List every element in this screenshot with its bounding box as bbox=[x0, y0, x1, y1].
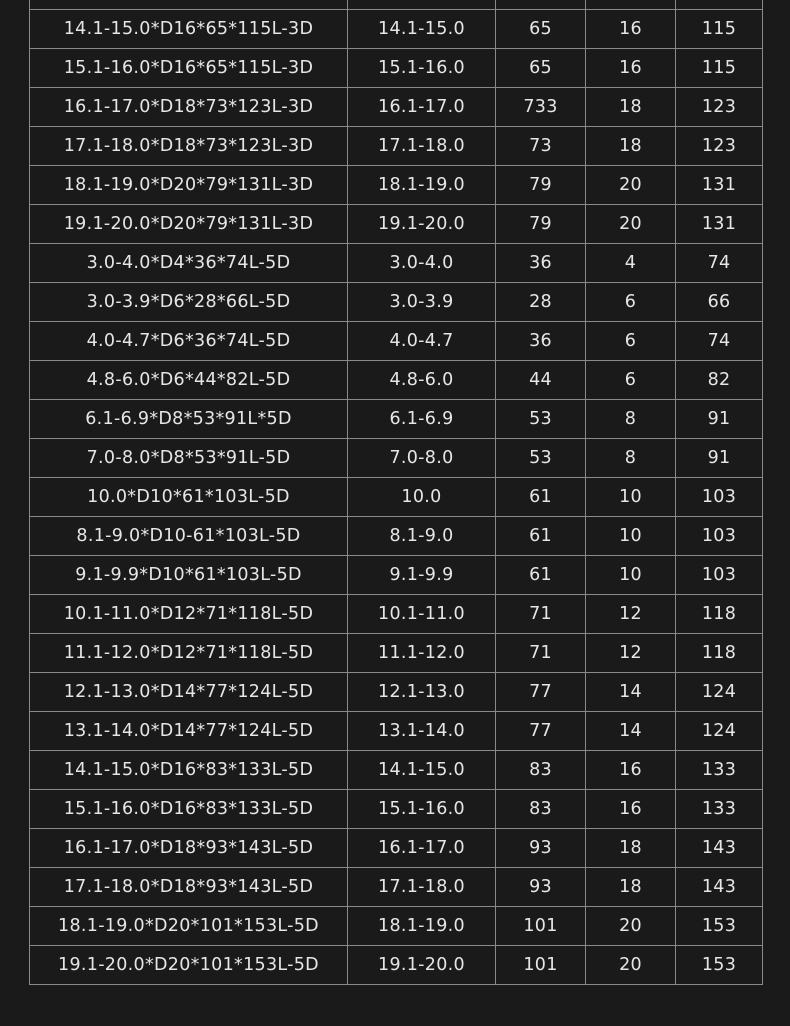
overall-length-cell: 133 bbox=[676, 790, 763, 829]
model-cell: 15.1-16.0*D16*83*133L-5D bbox=[30, 790, 348, 829]
shank-diameter-cell: 10 bbox=[586, 517, 676, 556]
diameter-range-cell: 17.1-18.0 bbox=[348, 127, 496, 166]
length-a-cell: 36 bbox=[496, 322, 586, 361]
overall-length-cell: 153 bbox=[676, 946, 763, 985]
shank-diameter-cell bbox=[586, 0, 676, 10]
length-a-cell: 65 bbox=[496, 10, 586, 49]
table-row bbox=[30, 322, 763, 361]
overall-length-cell: 74 bbox=[676, 322, 763, 361]
shank-diameter-cell: 16 bbox=[586, 790, 676, 829]
shank-diameter-cell: 20 bbox=[586, 166, 676, 205]
shank-diameter-cell: 12 bbox=[586, 595, 676, 634]
model-cell: 18.1-19.0*D20*79*131L-3D bbox=[30, 166, 348, 205]
length-a-cell bbox=[496, 0, 586, 10]
shank-diameter-cell: 20 bbox=[586, 907, 676, 946]
diameter-range-cell: 9.1-9.9 bbox=[348, 556, 496, 595]
shank-diameter-cell: 18 bbox=[586, 88, 676, 127]
model-cell: 8.1-9.0*D10-61*103L-5D bbox=[30, 517, 348, 556]
model-cell: 7.0-8.0*D8*53*91L-5D bbox=[30, 439, 348, 478]
shank-diameter-cell: 16 bbox=[586, 10, 676, 49]
diameter-range-cell: 15.1-16.0 bbox=[348, 49, 496, 88]
shank-diameter-cell: 18 bbox=[586, 829, 676, 868]
length-a-cell: 71 bbox=[496, 634, 586, 673]
overall-length-cell: 91 bbox=[676, 439, 763, 478]
overall-length-cell: 103 bbox=[676, 517, 763, 556]
length-a-cell: 77 bbox=[496, 673, 586, 712]
spec-table-body bbox=[30, 0, 763, 985]
overall-length-cell: 143 bbox=[676, 829, 763, 868]
model-cell: 3.0-3.9*D6*28*66L-5D bbox=[30, 283, 348, 322]
model-cell: 15.1-16.0*D16*65*115L-3D bbox=[30, 49, 348, 88]
overall-length-cell: 103 bbox=[676, 556, 763, 595]
overall-length-cell: 91 bbox=[676, 400, 763, 439]
model-cell: 3.0-4.0*D4*36*74L-5D bbox=[30, 244, 348, 283]
table-row bbox=[30, 868, 763, 907]
diameter-range-cell: 4.0-4.7 bbox=[348, 322, 496, 361]
overall-length-cell: 118 bbox=[676, 634, 763, 673]
overall-length-cell: 123 bbox=[676, 88, 763, 127]
table-row bbox=[30, 673, 763, 712]
table-row bbox=[30, 556, 763, 595]
diameter-range-cell: 7.0-8.0 bbox=[348, 439, 496, 478]
model-cell: 19.1-20.0*D20*101*153L-5D bbox=[30, 946, 348, 985]
diameter-range-cell: 6.1-6.9 bbox=[348, 400, 496, 439]
overall-length-cell: 74 bbox=[676, 244, 763, 283]
diameter-range-cell: 19.1-20.0 bbox=[348, 946, 496, 985]
overall-length-cell: 66 bbox=[676, 283, 763, 322]
shank-diameter-cell: 16 bbox=[586, 49, 676, 88]
diameter-range-cell: 18.1-19.0 bbox=[348, 166, 496, 205]
overall-length-cell: 143 bbox=[676, 868, 763, 907]
length-a-cell: 61 bbox=[496, 556, 586, 595]
overall-length-cell bbox=[676, 0, 763, 10]
length-a-cell: 93 bbox=[496, 868, 586, 907]
length-a-cell: 44 bbox=[496, 361, 586, 400]
diameter-range-cell: 18.1-19.0 bbox=[348, 907, 496, 946]
shank-diameter-cell: 18 bbox=[586, 127, 676, 166]
overall-length-cell: 118 bbox=[676, 595, 763, 634]
diameter-range-cell: 16.1-17.0 bbox=[348, 829, 496, 868]
length-a-cell: 53 bbox=[496, 439, 586, 478]
model-cell: 18.1-19.0*D20*101*153L-5D bbox=[30, 907, 348, 946]
diameter-range-cell: 12.1-13.0 bbox=[348, 673, 496, 712]
model-cell: 9.1-9.9*D10*61*103L-5D bbox=[30, 556, 348, 595]
model-cell: 17.1-18.0*D18*73*123L-3D bbox=[30, 127, 348, 166]
model-cell: 4.8-6.0*D6*44*82L-5D bbox=[30, 361, 348, 400]
page-bottom-margin bbox=[0, 994, 790, 1026]
diameter-range-cell: 10.0 bbox=[348, 478, 496, 517]
length-a-cell: 83 bbox=[496, 790, 586, 829]
length-a-cell: 79 bbox=[496, 205, 586, 244]
length-a-cell: 65 bbox=[496, 49, 586, 88]
shank-diameter-cell: 20 bbox=[586, 205, 676, 244]
table-row bbox=[30, 790, 763, 829]
shank-diameter-cell: 6 bbox=[586, 283, 676, 322]
table-row bbox=[30, 946, 763, 985]
table-row bbox=[30, 361, 763, 400]
table-row bbox=[30, 49, 763, 88]
length-a-cell: 733 bbox=[496, 88, 586, 127]
model-cell: 11.1-12.0*D12*71*118L-5D bbox=[30, 634, 348, 673]
diameter-range-cell: 3.0-3.9 bbox=[348, 283, 496, 322]
diameter-range-cell: 14.1-15.0 bbox=[348, 751, 496, 790]
overall-length-cell: 124 bbox=[676, 673, 763, 712]
diameter-range-cell: 3.0-4.0 bbox=[348, 244, 496, 283]
table-row bbox=[30, 829, 763, 868]
table-row bbox=[30, 439, 763, 478]
shank-diameter-cell: 14 bbox=[586, 712, 676, 751]
shank-diameter-cell: 6 bbox=[586, 361, 676, 400]
diameter-range-cell: 10.1-11.0 bbox=[348, 595, 496, 634]
diameter-range-cell: 19.1-20.0 bbox=[348, 205, 496, 244]
diameter-range-cell: 8.1-9.0 bbox=[348, 517, 496, 556]
table-row bbox=[30, 907, 763, 946]
length-a-cell: 79 bbox=[496, 166, 586, 205]
length-a-cell: 61 bbox=[496, 478, 586, 517]
overall-length-cell: 131 bbox=[676, 166, 763, 205]
overall-length-cell: 82 bbox=[676, 361, 763, 400]
shank-diameter-cell: 8 bbox=[586, 439, 676, 478]
table-row bbox=[30, 478, 763, 517]
shank-diameter-cell: 12 bbox=[586, 634, 676, 673]
model-cell bbox=[30, 0, 348, 10]
length-a-cell: 61 bbox=[496, 517, 586, 556]
diameter-range-cell: 11.1-12.0 bbox=[348, 634, 496, 673]
table-row bbox=[30, 634, 763, 673]
length-a-cell: 73 bbox=[496, 127, 586, 166]
overall-length-cell: 123 bbox=[676, 127, 763, 166]
length-a-cell: 101 bbox=[496, 907, 586, 946]
table-row bbox=[30, 166, 763, 205]
shank-diameter-cell: 18 bbox=[586, 868, 676, 907]
table-row bbox=[30, 88, 763, 127]
shank-diameter-cell: 10 bbox=[586, 556, 676, 595]
table-row bbox=[30, 400, 763, 439]
diameter-range-cell: 15.1-16.0 bbox=[348, 790, 496, 829]
model-cell: 12.1-13.0*D14*77*124L-5D bbox=[30, 673, 348, 712]
table-row bbox=[30, 205, 763, 244]
table-row bbox=[30, 751, 763, 790]
table-row bbox=[30, 517, 763, 556]
overall-length-cell: 115 bbox=[676, 49, 763, 88]
model-cell: 13.1-14.0*D14*77*124L-5D bbox=[30, 712, 348, 751]
table-row bbox=[30, 0, 763, 10]
diameter-range-cell bbox=[348, 0, 496, 10]
table-row bbox=[30, 283, 763, 322]
model-cell: 19.1-20.0*D20*79*131L-3D bbox=[30, 205, 348, 244]
model-cell: 14.1-15.0*D16*83*133L-5D bbox=[30, 751, 348, 790]
shank-diameter-cell: 14 bbox=[586, 673, 676, 712]
spec-table bbox=[29, 0, 763, 985]
length-a-cell: 93 bbox=[496, 829, 586, 868]
model-cell: 4.0-4.7*D6*36*74L-5D bbox=[30, 322, 348, 361]
overall-length-cell: 133 bbox=[676, 751, 763, 790]
length-a-cell: 36 bbox=[496, 244, 586, 283]
length-a-cell: 71 bbox=[496, 595, 586, 634]
table-row bbox=[30, 244, 763, 283]
table-row bbox=[30, 595, 763, 634]
length-a-cell: 77 bbox=[496, 712, 586, 751]
spec-table-container bbox=[29, 0, 762, 985]
shank-diameter-cell: 10 bbox=[586, 478, 676, 517]
length-a-cell: 28 bbox=[496, 283, 586, 322]
diameter-range-cell: 4.8-6.0 bbox=[348, 361, 496, 400]
overall-length-cell: 153 bbox=[676, 907, 763, 946]
diameter-range-cell: 14.1-15.0 bbox=[348, 10, 496, 49]
model-cell: 14.1-15.0*D16*65*115L-3D bbox=[30, 10, 348, 49]
shank-diameter-cell: 20 bbox=[586, 946, 676, 985]
model-cell: 10.0*D10*61*103L-5D bbox=[30, 478, 348, 517]
shank-diameter-cell: 4 bbox=[586, 244, 676, 283]
length-a-cell: 53 bbox=[496, 400, 586, 439]
model-cell: 16.1-17.0*D18*73*123L-3D bbox=[30, 88, 348, 127]
model-cell: 10.1-11.0*D12*71*118L-5D bbox=[30, 595, 348, 634]
length-a-cell: 83 bbox=[496, 751, 586, 790]
table-row bbox=[30, 712, 763, 751]
diameter-range-cell: 16.1-17.0 bbox=[348, 88, 496, 127]
model-cell: 17.1-18.0*D18*93*143L-5D bbox=[30, 868, 348, 907]
table-row bbox=[30, 10, 763, 49]
model-cell: 6.1-6.9*D8*53*91L*5D bbox=[30, 400, 348, 439]
overall-length-cell: 131 bbox=[676, 205, 763, 244]
overall-length-cell: 103 bbox=[676, 478, 763, 517]
diameter-range-cell: 13.1-14.0 bbox=[348, 712, 496, 751]
overall-length-cell: 124 bbox=[676, 712, 763, 751]
length-a-cell: 101 bbox=[496, 946, 586, 985]
table-row bbox=[30, 127, 763, 166]
shank-diameter-cell: 8 bbox=[586, 400, 676, 439]
shank-diameter-cell: 16 bbox=[586, 751, 676, 790]
overall-length-cell: 115 bbox=[676, 10, 763, 49]
shank-diameter-cell: 6 bbox=[586, 322, 676, 361]
diameter-range-cell: 17.1-18.0 bbox=[348, 868, 496, 907]
model-cell: 16.1-17.0*D18*93*143L-5D bbox=[30, 829, 348, 868]
